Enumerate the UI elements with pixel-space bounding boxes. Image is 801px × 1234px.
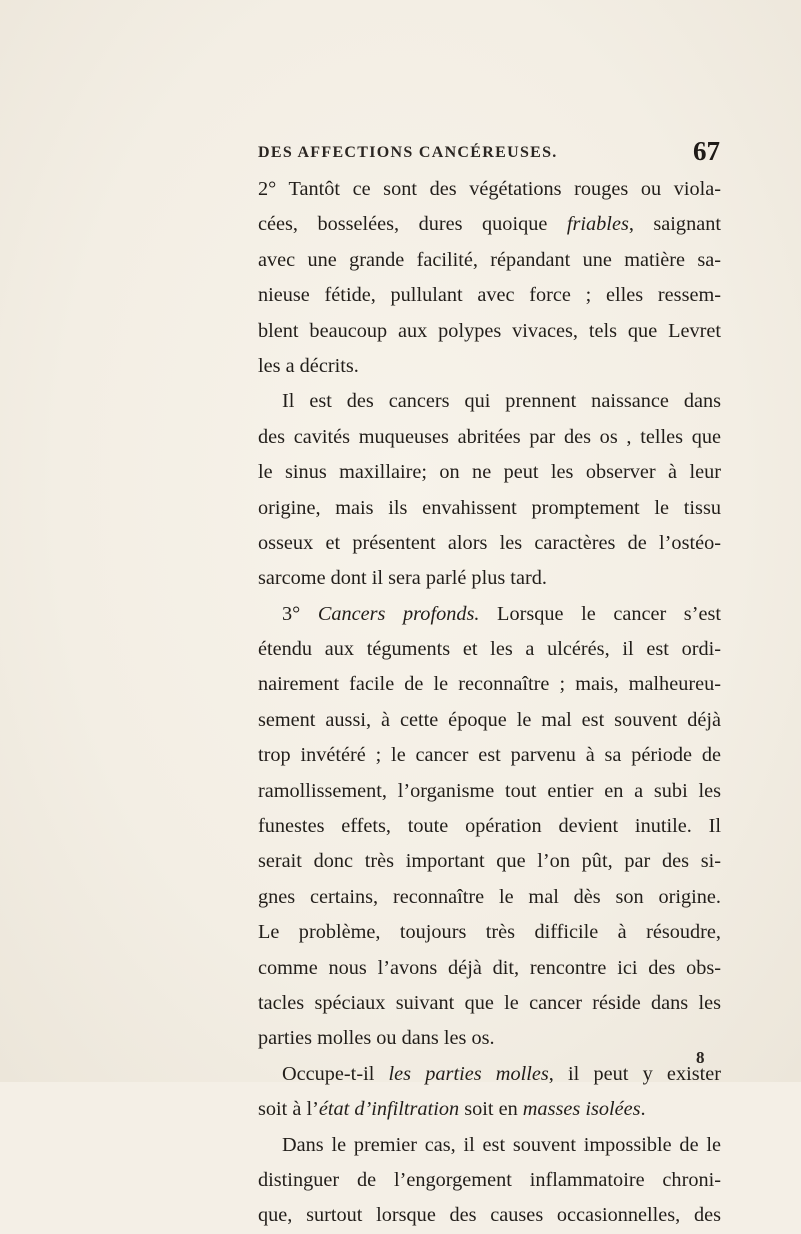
text-segment: Occupe-t-il <box>282 1062 389 1085</box>
text-line <box>258 384 721 419</box>
text-line <box>258 1092 721 1127</box>
text-segment: gnes certains, reconnaître le mal dès son origine. <box>258 885 721 908</box>
text-segment: sarcome dont il sera parlé plus tard. <box>258 567 547 590</box>
text-segment: 3° <box>282 602 318 625</box>
text-line <box>258 915 721 950</box>
text-segment: nieuse fétide, pullulant avec force ; elles ressem- <box>258 284 721 307</box>
text-segment: , il peut y exister <box>548 1062 721 1085</box>
text-segment: funestes effets, toute opération devient inutile. Il <box>258 815 721 838</box>
text-segment: étendu aux téguments et les a ulcérés, il est ordi- <box>258 638 721 661</box>
text-segment: 2° Tantôt ce sont des végétations rouges ou viola- <box>258 178 721 200</box>
text-segment: Lorsque le cancer s’est <box>479 602 721 625</box>
page-number: 67 <box>693 136 720 166</box>
signature-mark: 8 <box>696 1048 705 1067</box>
text-line <box>258 986 721 1021</box>
text-segment: les a décrits. <box>258 354 359 377</box>
text-line <box>258 420 721 455</box>
text-line <box>258 667 721 702</box>
text-segment: comme nous l’avons déjà dit, rencontre ici des obs- <box>258 956 721 979</box>
italic-text: Cancers profonds. <box>317 602 480 625</box>
text-segment: avec une grande facilité, répandant une matière sa- <box>258 248 721 271</box>
text-line <box>258 1021 721 1056</box>
text-line <box>258 951 721 986</box>
italic-text: masses isolées <box>522 1098 641 1121</box>
text-segment: tacles spéciaux suivant que le cancer réside dans les <box>258 991 721 1014</box>
text-line <box>258 278 721 313</box>
text-line <box>258 455 721 490</box>
text-line <box>258 172 721 207</box>
text-segment: sement aussi, à cette époque le mal est souvent déjà <box>258 708 721 731</box>
text-line <box>258 880 721 915</box>
text-line <box>258 491 721 526</box>
text-segment: serait donc très important que l’on pût, par des si- <box>258 850 721 873</box>
text-line <box>258 1198 721 1233</box>
text-segment: blent beaucoup aux polypes vivaces, tels que Levret <box>258 319 721 342</box>
text-line <box>258 809 721 844</box>
text-segment: des cavités muqueuses abritées par des os , telles que <box>258 425 721 448</box>
text-line <box>258 1128 721 1163</box>
text-line <box>258 349 721 384</box>
text-line <box>258 632 721 667</box>
text-line <box>258 1057 721 1092</box>
text-segment: Le problème, toujours très difficile à résoudre, <box>258 921 721 944</box>
text-segment: trop invétéré ; le cancer est parvenu à sa période de <box>258 744 721 767</box>
text-segment: parties molles ou dans les os. <box>258 1027 495 1050</box>
text-segment: Dans le premier cas, il est souvent impossible de le <box>282 1133 721 1156</box>
text-segment: ramollissement, l’organisme tout entier en a subi les <box>258 779 721 802</box>
text-segment: soit en <box>459 1098 523 1121</box>
running-title: DES AFFECTIONS CANCÉREUSES. <box>258 144 558 161</box>
italic-text: friables <box>566 213 629 236</box>
text-line <box>258 738 721 773</box>
text-line <box>258 597 721 632</box>
text-line <box>258 1163 721 1198</box>
body-text <box>258 172 721 1234</box>
text-line <box>258 314 721 349</box>
text-segment: osseux et présentent alors les caractères de l’ostéo- <box>258 531 721 554</box>
text-line <box>258 526 721 561</box>
text-segment: cées, bosselées, dures quoique <box>258 213 567 236</box>
text-segment: distinguer de l’engorgement inflammatoire chroni- <box>258 1168 721 1191</box>
text-line <box>258 561 721 596</box>
text-segment: que, surtout lorsque des causes occasionnelles, des <box>258 1204 721 1227</box>
text-segment: soit à l’ <box>258 1098 319 1121</box>
page-header <box>258 138 720 168</box>
text-segment: . <box>640 1098 646 1121</box>
italic-text: les parties molles <box>388 1062 549 1085</box>
italic-text: état d’infiltration <box>318 1098 460 1121</box>
text-line <box>258 703 721 738</box>
text-line <box>258 774 721 809</box>
text-segment: Il est des cancers qui prennent naissance dans <box>282 390 721 413</box>
text-segment: le sinus maxillaire; on ne peut les observer à leur <box>258 461 721 484</box>
text-line <box>258 844 721 879</box>
text-segment: nairement facile de le reconnaître ; mais, malheureu- <box>258 673 721 696</box>
text-line <box>258 207 721 242</box>
text-segment: , saignant <box>628 213 721 236</box>
text-line <box>258 243 721 278</box>
text-segment: origine, mais ils envahissent promptement le tissu <box>258 496 721 519</box>
